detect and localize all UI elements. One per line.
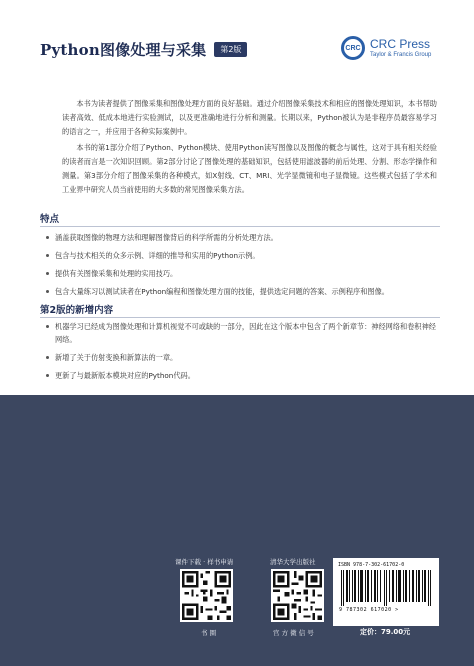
book-title: Python图像处理与采集: [40, 41, 207, 59]
new-edition-list: [46, 320, 441, 382]
qr-code-left-icon: [180, 569, 233, 622]
list-item: 提供有关图像采集和处理的实用技巧。: [46, 267, 441, 280]
features-list: [46, 231, 441, 298]
qr-right-bottom-label: 官 方 微 信 号: [273, 629, 314, 637]
edition-badge: 第2版: [214, 42, 247, 57]
list-item: 机器学习已经成为图像处理和计算机视觉不可或缺的一部分，因此在这个版本中包含了两个新章节：神经网络和卷积神经网络。: [46, 320, 441, 346]
qr-left-bottom-label: 书 圈: [201, 629, 217, 637]
intro-text: [62, 97, 437, 198]
publisher-subtitle: Taylor & Francis Group: [370, 51, 432, 58]
isbn-number: ISBN 978-7-302-61702-0: [338, 562, 405, 568]
features-divider: [40, 226, 440, 227]
barcode-icon: [339, 570, 433, 606]
title-row: [40, 39, 247, 60]
publisher-logo: [341, 36, 431, 60]
intro-paragraph: 本书的第1部分介绍了Python、Python模块、使用Python读写图像以及图像的概念与属性，这对于具有相关经验的读者而言是一次知识回顾。第2部分讨论了图像处理的基础知识，包括使用滤波器的前后处理、分割、形态学操作和测量。第3部分介绍了图像采集的各种模式，如X射线、CT、MRI、光学显微镜和电子显微镜。这些模式包括了学术和工业界中研究人员当前使用的大多数的常见图像采集方法。: [62, 142, 437, 195]
new-edition-heading: 第2版的新增内容: [40, 305, 114, 316]
logo-mark-text: CRC: [345, 44, 361, 52]
qr-code-right-icon: [271, 569, 324, 622]
list-item: 新增了关于仿射变换和新算法的一章。: [46, 351, 441, 364]
isbn-barcode-box: [333, 558, 439, 626]
intro-paragraph: 本书为读者提供了图像采集和图像处理方面的良好基础。通过介绍图像采集技术和相应的图像处理知识，本书帮助读者高效、低成本地进行实验测试，以及更准确地进行分析和测量。长期以来，Python被认为是非程序员最容易学习的语言之一，并应用于各种实际案例中。: [62, 99, 437, 137]
publisher-name: CRC Press: [370, 36, 431, 51]
qr-left-top-label: 课件下载 · 样书申请: [175, 558, 234, 566]
crc-logo-icon: [341, 36, 365, 60]
list-item: 更新了与最新版本模块对应的Python代码。: [46, 369, 441, 382]
qr-right-top-label: 清华大学出版社: [270, 558, 316, 566]
new-edition-divider: [40, 317, 440, 318]
list-item: 包含大量练习以测试读者在Python编程和图像处理方面的技能，提供选定问题的答案、示例程序和图像。: [46, 285, 441, 298]
list-item: 包含与技术相关的众多示例、详细的推导和实用的Python示例。: [46, 249, 441, 262]
features-heading: 特点: [40, 214, 60, 225]
barcode-number: 9 787302 617020 >: [339, 607, 399, 613]
price-label: 定价：79.00元: [360, 628, 411, 636]
list-item: 涵盖获取图像的物理方法和理解图像背后的科学所需的分析处理方法。: [46, 231, 441, 244]
